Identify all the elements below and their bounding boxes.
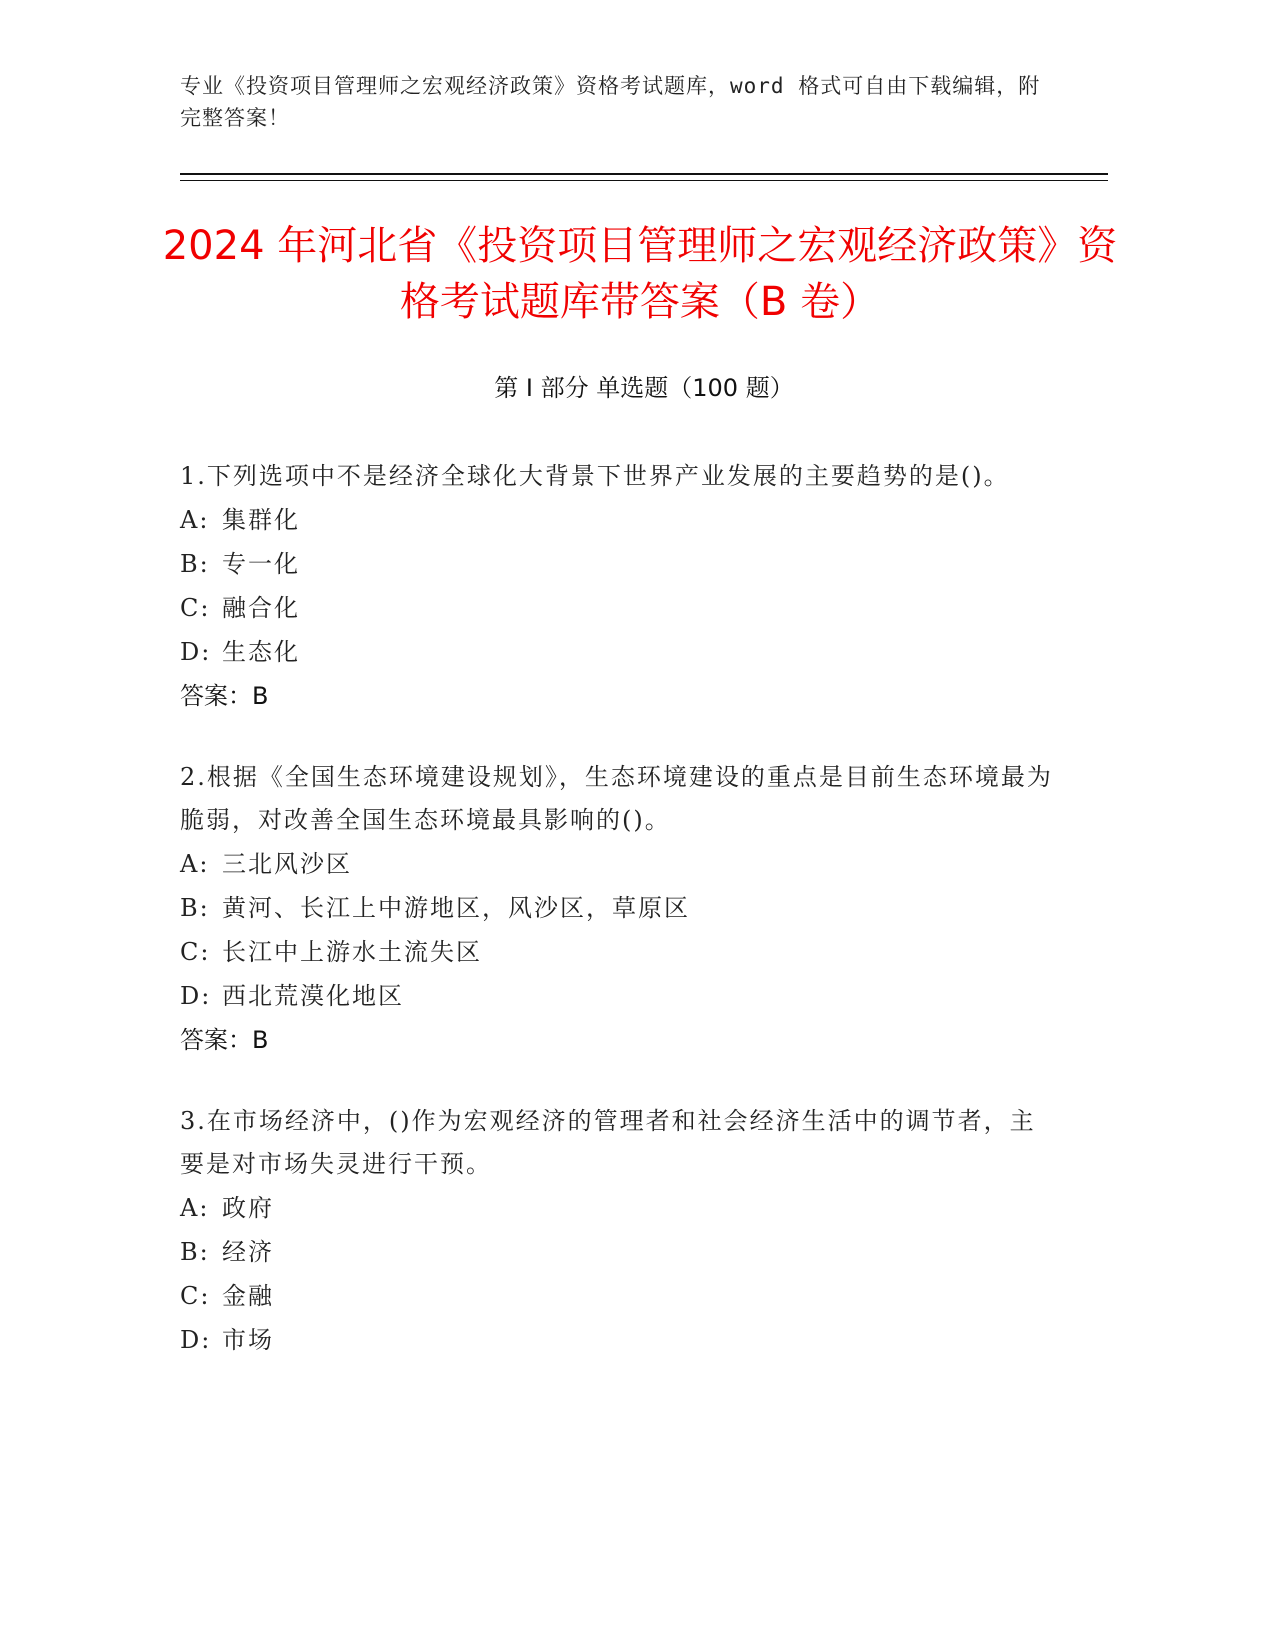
question-list bbox=[180, 455, 1060, 1400]
option-d bbox=[180, 630, 1060, 674]
question-3 bbox=[180, 1100, 1060, 1362]
option-a bbox=[180, 498, 1060, 542]
option-d bbox=[180, 974, 1060, 1018]
answer-line: 答案：B bbox=[180, 682, 269, 710]
option-key: C: bbox=[180, 938, 211, 966]
header-note: 专业《投资项目管理师之宏观经济政策》资格考试题库，word 格式可自由下载编辑，附完整答案！ bbox=[180, 74, 1041, 130]
document-title: 2024 年河北省《投资项目管理师之宏观经济政策》资格考试题库带答案（B 卷） bbox=[162, 223, 1118, 325]
option-a bbox=[180, 842, 1060, 886]
option-b bbox=[180, 542, 1060, 586]
option-key: C: bbox=[180, 1282, 211, 1310]
answer-line: 答案：B bbox=[180, 1026, 269, 1054]
option-key: A: bbox=[180, 850, 210, 878]
option-key: D: bbox=[180, 1326, 212, 1354]
option-text: 黄河、长江上中游地区，风沙区，草原区 bbox=[222, 894, 690, 922]
option-key: D: bbox=[180, 982, 212, 1010]
option-c bbox=[180, 586, 1060, 630]
option-text: 集群化 bbox=[222, 506, 300, 534]
option-text: 三北风沙区 bbox=[222, 850, 352, 878]
option-text: 专一化 bbox=[222, 550, 300, 578]
option-c bbox=[180, 930, 1060, 974]
option-text: 融合化 bbox=[222, 594, 300, 622]
question-1 bbox=[180, 455, 1060, 718]
option-b bbox=[180, 1230, 1060, 1274]
option-key: B: bbox=[180, 550, 210, 578]
option-key: C: bbox=[180, 594, 211, 622]
option-b bbox=[180, 886, 1060, 930]
option-key: A: bbox=[180, 1194, 210, 1222]
option-key: D: bbox=[180, 638, 212, 666]
option-key: B: bbox=[180, 1238, 210, 1266]
question-stem: 2.根据《全国生态环境建设规划》，生态环境建设的重点是目前生态环境最为脆弱，对改善全国生态环境最具影响的()。 bbox=[180, 763, 1053, 834]
option-text: 生态化 bbox=[222, 638, 300, 666]
option-text: 西北荒漠化地区 bbox=[222, 982, 404, 1010]
header-divider-thin bbox=[180, 180, 1108, 181]
question-stem: 3.在市场经济中，()作为宏观经济的管理者和社会经济生活中的调节者，主要是对市场失灵进行干预。 bbox=[180, 1107, 1036, 1178]
option-text: 经济 bbox=[222, 1238, 274, 1266]
header-divider-thick bbox=[180, 173, 1108, 175]
option-key: A: bbox=[180, 506, 210, 534]
option-key: B: bbox=[180, 894, 210, 922]
option-d bbox=[180, 1318, 1060, 1362]
option-text: 市场 bbox=[222, 1326, 274, 1354]
option-text: 金融 bbox=[222, 1282, 274, 1310]
option-a bbox=[180, 1186, 1060, 1230]
option-c bbox=[180, 1274, 1060, 1318]
option-text: 政府 bbox=[222, 1194, 274, 1222]
option-text: 长江中上游水土流失区 bbox=[222, 938, 482, 966]
question-2 bbox=[180, 756, 1060, 1062]
question-stem: 1.下列选项中不是经济全球化大背景下世界产业发展的主要趋势的是()。 bbox=[180, 462, 1010, 490]
section-heading: 第 I 部分 单选题（100 题） bbox=[494, 374, 794, 402]
